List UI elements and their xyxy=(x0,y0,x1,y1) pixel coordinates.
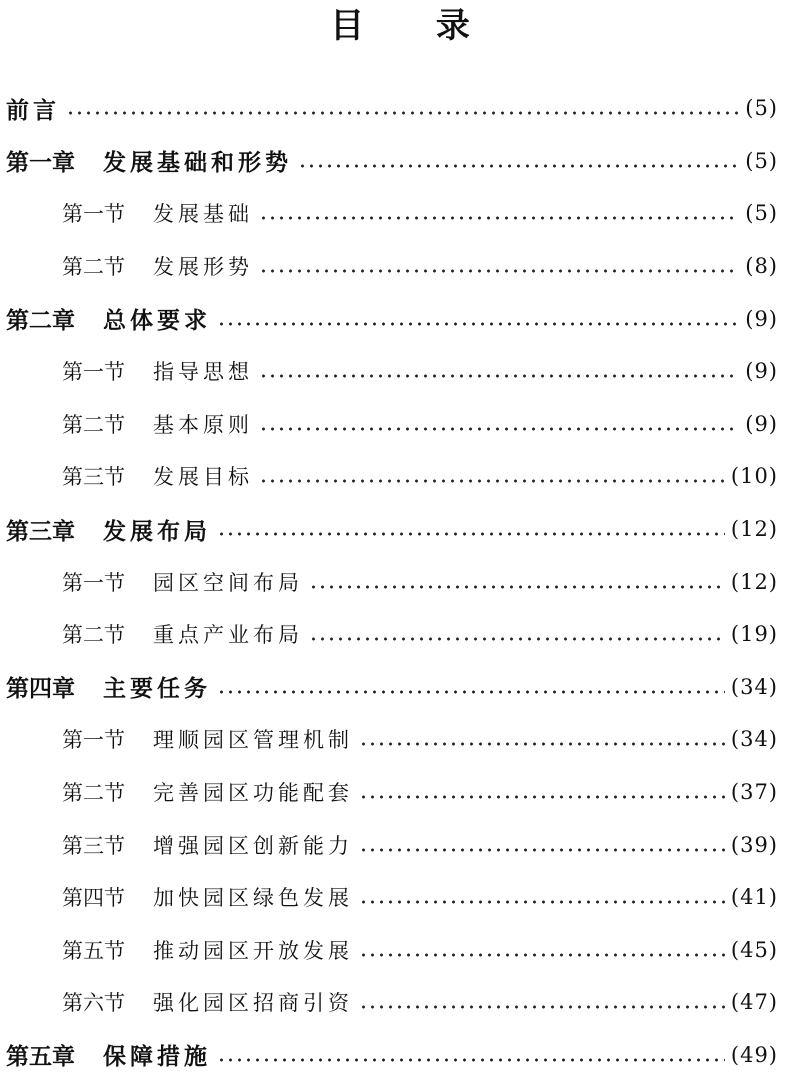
toc-section-entry[interactable] xyxy=(0,608,800,661)
entry-title: 发展基础和形势 xyxy=(103,150,292,177)
entry-number: 第六节 xyxy=(62,991,125,1016)
toc-section-entry[interactable] xyxy=(0,818,800,871)
toc-chapter-entry[interactable] xyxy=(0,135,800,188)
entry-page-number: (10) xyxy=(730,464,778,489)
toc-section-entry[interactable] xyxy=(0,713,800,766)
entry-title: 发展目标 xyxy=(153,465,253,490)
entry-number: 第一节 xyxy=(62,570,125,595)
entry-title: 强化园区招商引资 xyxy=(153,991,353,1016)
entry-title: 推动园区开放发展 xyxy=(153,938,353,963)
dot-leader xyxy=(309,585,725,589)
entry-number: 第五节 xyxy=(62,938,125,963)
entry-number: 第四节 xyxy=(62,886,125,911)
entry-number: 第一节 xyxy=(62,360,125,385)
entry-title: 保障措施 xyxy=(103,1044,211,1071)
dot-leader xyxy=(259,479,725,483)
entry-page-number: (41) xyxy=(730,885,778,910)
dot-leader xyxy=(217,532,725,536)
entry-number: 第二节 xyxy=(62,781,125,806)
entry-title: 发展形势 xyxy=(153,255,253,280)
dot-leader xyxy=(217,690,725,694)
toc-chapter-entry[interactable] xyxy=(0,82,800,135)
toc-section-entry[interactable] xyxy=(0,187,800,240)
dot-leader xyxy=(259,269,739,273)
entry-page-number: (5) xyxy=(745,96,778,121)
entry-number: 第二节 xyxy=(62,623,125,648)
dot-leader xyxy=(298,164,739,168)
entry-page-number: (9) xyxy=(745,411,778,436)
toc-section-entry[interactable] xyxy=(0,871,800,924)
entry-title: 增强园区创新能力 xyxy=(153,833,353,858)
toc-section-entry[interactable] xyxy=(0,924,800,977)
toc-chapter-entry[interactable] xyxy=(0,292,800,345)
dot-leader xyxy=(359,1005,725,1009)
entry-number: 第二节 xyxy=(62,412,125,437)
entry-number: 第四章 xyxy=(6,676,75,703)
dot-leader xyxy=(259,374,739,378)
dot-leader xyxy=(66,111,739,115)
entry-title: 重点产业布局 xyxy=(153,623,303,648)
dot-leader xyxy=(259,427,739,431)
entry-number: 第五章 xyxy=(6,1044,75,1071)
entry-title: 基本原则 xyxy=(153,412,253,437)
toc-section-entry[interactable] xyxy=(0,345,800,398)
dot-leader xyxy=(217,322,739,326)
entry-number: 第三节 xyxy=(62,833,125,858)
entry-page-number: (37) xyxy=(730,780,778,805)
entry-page-number: (47) xyxy=(730,990,778,1015)
entry-number: 第三章 xyxy=(6,518,75,545)
toc-section-entry[interactable] xyxy=(0,976,800,1029)
page-title: 目 录 xyxy=(330,6,500,46)
entry-title: 理顺园区管理机制 xyxy=(153,728,353,753)
entry-title: 指导思想 xyxy=(153,360,253,385)
toc-section-entry[interactable] xyxy=(0,398,800,451)
entry-page-number: (9) xyxy=(745,306,778,331)
toc-section-entry[interactable] xyxy=(0,766,800,819)
toc-section-entry[interactable] xyxy=(0,450,800,503)
entry-page-number: (8) xyxy=(745,254,778,279)
toc-section-entry[interactable] xyxy=(0,555,800,608)
dot-leader xyxy=(259,216,739,220)
entry-page-number: (12) xyxy=(730,517,778,542)
entry-number: 第二章 xyxy=(6,308,75,335)
dot-leader xyxy=(359,900,725,904)
dot-leader xyxy=(359,795,725,799)
entry-title: 总体要求 xyxy=(103,308,211,335)
table-of-contents xyxy=(0,82,800,1081)
entry-page-number: (34) xyxy=(730,674,778,699)
toc-chapter-entry[interactable] xyxy=(0,661,800,714)
entry-number: 第二节 xyxy=(62,255,125,280)
entry-number: 第三节 xyxy=(62,465,125,490)
entry-number: 第一章 xyxy=(6,150,75,177)
toc-section-entry[interactable] xyxy=(0,240,800,293)
entry-page-number: (9) xyxy=(745,359,778,384)
entry-number: 第一节 xyxy=(62,202,125,227)
entry-page-number: (12) xyxy=(730,569,778,594)
entry-page-number: (39) xyxy=(730,832,778,857)
entry-title: 主要任务 xyxy=(103,676,211,703)
entry-title: 园区空间布局 xyxy=(153,570,303,595)
entry-page-number: (34) xyxy=(730,727,778,752)
entry-page-number: (49) xyxy=(730,1042,778,1067)
entry-title: 前言 xyxy=(6,97,60,124)
dot-leader xyxy=(359,953,725,957)
entry-page-number: (19) xyxy=(730,622,778,647)
toc-chapter-entry[interactable] xyxy=(0,503,800,556)
entry-page-number: (5) xyxy=(745,201,778,226)
dot-leader xyxy=(359,742,725,746)
entry-number: 第一节 xyxy=(62,728,125,753)
dot-leader xyxy=(359,848,725,852)
entry-title: 发展基础 xyxy=(153,202,253,227)
entry-title: 完善园区功能配套 xyxy=(153,781,353,806)
dot-leader xyxy=(309,637,725,641)
toc-chapter-entry[interactable] xyxy=(0,1029,800,1081)
entry-page-number: (5) xyxy=(745,148,778,173)
entry-title: 发展布局 xyxy=(103,518,211,545)
entry-page-number: (45) xyxy=(730,937,778,962)
dot-leader xyxy=(217,1058,725,1062)
entry-title: 加快园区绿色发展 xyxy=(153,886,353,911)
